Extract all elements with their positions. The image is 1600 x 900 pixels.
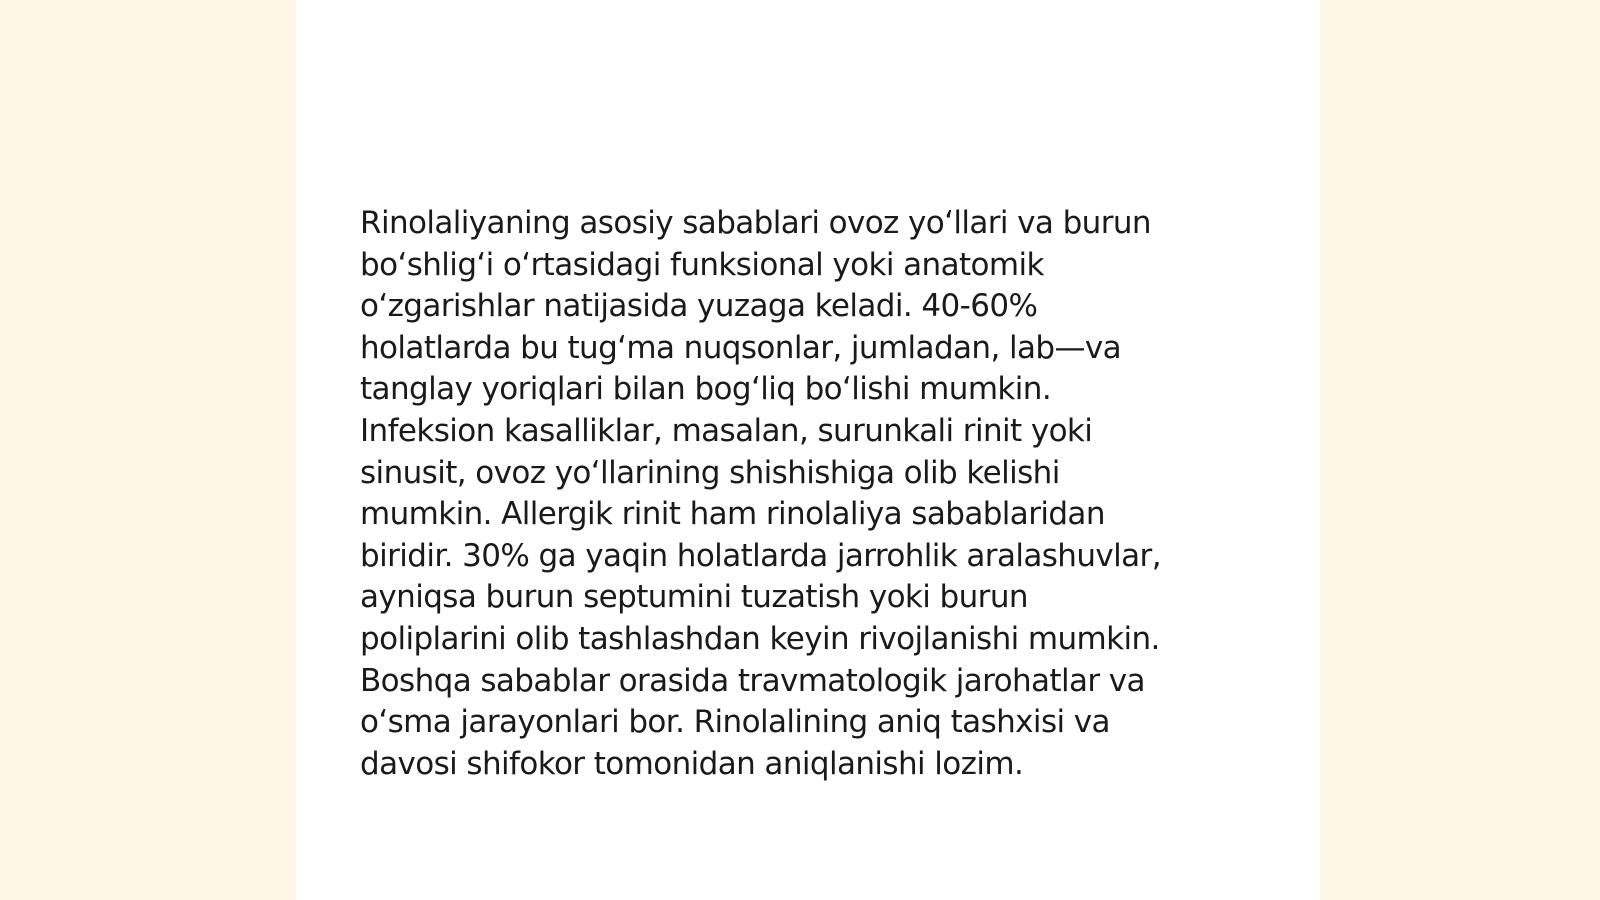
text-line: tanglay yoriqlari bilan bog‘liq bo‘lishi mumkin. [360,371,1052,408]
text-line: Rinolaliyaning asosiy sabablari ovoz yo‘llari va burun [360,205,1151,241]
text-line: poliplarini olib tashlashdan keyin rivojlanishi mumkin. [360,620,1160,657]
text-line: davosi shifokor tomonidan aniqlanishi lozim. [360,745,1024,782]
text-line: ayniqsa burun septumini tuzatish yoki burun [360,579,1028,616]
text-line: biridir. 30% ga yaqin holatlarda jarrohlik aralashuvlar, [360,537,1161,574]
slide-panel [296,0,1320,900]
text-line: holatlarda bu tug‘ma nuqsonlar, jumladan, lab—va [360,329,1122,366]
text-line: mumkin. Allergik rinit ham rinolaliya sabablaridan [360,496,1105,533]
text-line: sinusit, ovoz yo‘llarining shishishiga olib kelishi [360,454,1060,491]
slide-body-text [360,203,1260,785]
text-line: Boshqa sabablar orasida travmatologik jarohatlar va [360,662,1145,699]
text-line: o‘zgarishlar natijasida yuzaga keladi. 40-60% [360,288,1038,325]
text-line: Infeksion kasalliklar, masalan, surunkali rinit yoki [360,412,1093,449]
text-line: bo‘shlig‘i o‘rtasidagi funksional yoki anatomik [360,246,1044,283]
text-line: o‘sma jarayonlari bor. Rinolalining aniq tashxisi va [360,704,1110,741]
